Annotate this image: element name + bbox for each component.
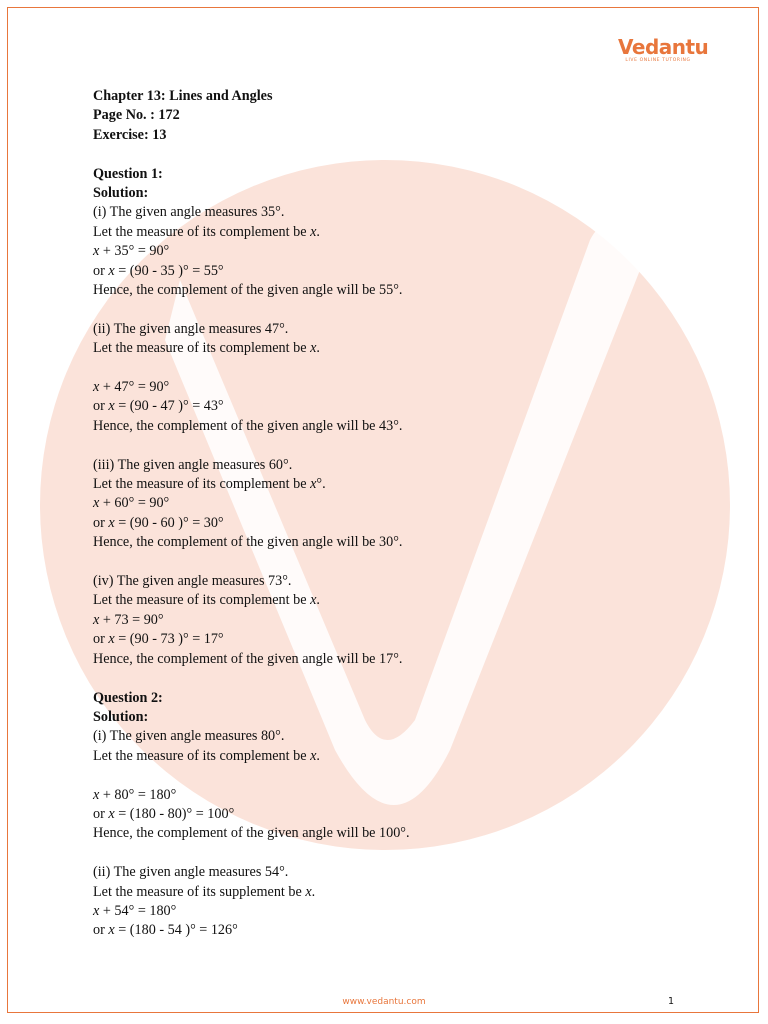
solution-lines: [93, 165, 693, 941]
blank-line: [93, 436, 693, 455]
text-line: x + 80° = 180°: [93, 786, 177, 803]
text-line: Hence, the complement of the given angle will be 17°.: [93, 650, 403, 667]
text-line: (i) The given angle measures 80°.: [93, 728, 285, 745]
text-line: x + 35° = 90°: [93, 243, 170, 260]
text-line: Let the measure of its supplement be x.: [93, 883, 316, 900]
blank-line: [93, 553, 693, 572]
text-line: Let the measure of its complement be x.: [93, 747, 320, 764]
text-line: Hence, the complement of the given angle will be 100°.: [93, 825, 410, 842]
section-heading: Solution:: [93, 708, 149, 725]
chapter-title: Chapter 13: Lines and Angles: [93, 88, 273, 104]
text-line: or x = (90 - 35 )° = 55°: [93, 262, 224, 279]
footer-page-number: 1: [668, 996, 675, 1007]
blank-line: [93, 844, 693, 863]
text-line: or x = (90 - 60 )° = 30°: [93, 514, 224, 531]
text-line: x + 54° = 180°: [93, 902, 177, 919]
text-line: Let the measure of its complement be x.: [93, 223, 320, 240]
vedantu-logo: [618, 35, 709, 66]
text-line: Let the measure of its complement be x°.: [93, 476, 326, 493]
blank-line: [93, 300, 693, 319]
text-line: Hence, the complement of the given angle will be 43°.: [93, 417, 403, 434]
section-heading: Question 1:: [93, 165, 163, 182]
document-body: [93, 87, 693, 941]
text-line: x + 73 = 90°: [93, 611, 164, 628]
text-line: or x = (180 - 80)° = 100°: [93, 805, 235, 822]
exercise-label: Exercise: 13: [93, 126, 167, 143]
blank-line: [93, 669, 693, 688]
text-line: or x = (180 - 54 )° = 126°: [93, 922, 238, 939]
text-line: or x = (90 - 73 )° = 17°: [93, 631, 224, 648]
text-line: Hence, the complement of the given angle will be 30°.: [93, 534, 403, 551]
text-line: x + 47° = 90°: [93, 379, 170, 396]
spacer: [93, 145, 693, 164]
blank-line: [93, 359, 693, 378]
text-line: Hence, the complement of the given angle will be 55°.: [93, 282, 403, 299]
text-line: (iii) The given angle measures 60°.: [93, 456, 293, 473]
text-line: Let the measure of its complement be x.: [93, 340, 320, 357]
blank-line: [93, 766, 693, 785]
footer-website[interactable]: www.vedantu.com: [342, 997, 426, 1007]
text-line: Let the measure of its complement be x.: [93, 592, 320, 609]
logo-wordmark: Vedantu: [618, 35, 709, 59]
text-line: (ii) The given angle measures 54°.: [93, 864, 289, 881]
logo-tagline: LIVE ONLINE TUTORING: [625, 58, 691, 63]
section-heading: Solution:: [93, 185, 149, 202]
section-heading: Question 2:: [93, 689, 163, 706]
text-line: (ii) The given angle measures 47°.: [93, 320, 289, 337]
text-line: (i) The given angle measures 35°.: [93, 204, 285, 221]
text-line: or x = (90 - 47 )° = 43°: [93, 398, 224, 415]
text-line: x + 60° = 90°: [93, 495, 170, 512]
text-line: (iv) The given angle measures 73°.: [93, 573, 292, 590]
page-number-label: Page No. : 172: [93, 107, 180, 124]
